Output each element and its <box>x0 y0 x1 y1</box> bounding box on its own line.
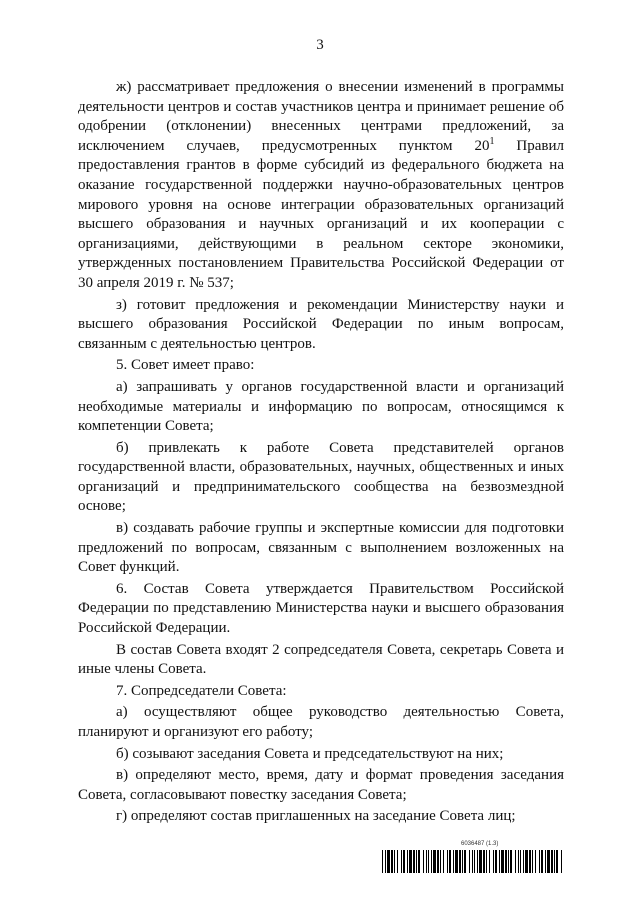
paragraph-section-6: 6. Состав Совета утверждается Правительством Российской Федерации по представлению Министерства науки и высшего образования Российской Федерации. <box>78 580 564 637</box>
paragraph-5b: б) привлекать к работе Совета представителей органов государственной власти, образовательных, научных, общественных и иных организаций и предпринимательского сообщества на безвозмездной основе; <box>78 439 564 515</box>
footnote-superscript: 1 <box>489 135 495 147</box>
paragraph-z: з) готовит предложения и рекомендации Министерству науки и высшего образования Российской Федерации по иным вопросам, связанным с деятельностью центров. <box>78 296 564 352</box>
paragraph-7b: б) созывают заседания Совета и председательствуют на них; <box>116 745 504 762</box>
paragraph-council-composition: В состав Совета входят 2 сопредседателя Совета, секретарь Совета и иные члены Совета. <box>78 641 564 678</box>
paragraph-5v: в) создавать рабочие группы и экспертные комиссии для подготовки предложений по вопросам, связанным с выполнением возложенных на Совет функций. <box>78 520 564 576</box>
paragraph-5a: а) запрашивать у органов государственной власти и организаций необходимые материалы и информацию по вопросам, относящимся к компетенции Совета; <box>78 378 564 435</box>
document-body <box>78 78 564 829</box>
paragraph-7a: а) осуществляют общее руководство деятельностью Совета, планируют и организуют его работу; <box>78 704 564 740</box>
page-number: 3 <box>316 37 324 53</box>
paragraph-section-5: 5. Совет имеет право: <box>116 357 255 374</box>
paragraph-zh-continuation: Правил предоставления грантов в форме субсидий из федерального бюджета на оказание государственной поддержки научно-образовательных центров мирового уровня на основе интеграции образовательных организаций высшего образования и научных организаций и их кооперации с организациями, действующими в реальном секторе экономики, утвержденных постановлением Правительства Российской Федерации от 30 апреля 2019 г. № 537; <box>78 137 564 291</box>
barcode-image <box>382 850 564 873</box>
paragraph-7v: в) определяют место, время, дату и формат проведения заседания Совета, согласовывают повестку заседания Совета; <box>78 767 564 803</box>
paragraph-zh-text: ж) рассматривает предложения о внесении изменений в программы деятельности центров и состав участников центра и принимает решение об одобрении (отклонении) внесенных центрами предложений, за исключением случаев, предусмотренных пунктом 20 <box>78 79 564 154</box>
barcode-label: 6036487 (1.3) <box>461 841 499 847</box>
paragraph-7g: г) определяют состав приглашенных на заседание Совета лиц; <box>116 808 516 825</box>
paragraph-zh <box>78 78 564 294</box>
paragraph-section-7: 7. Сопредседатели Совета: <box>116 682 287 699</box>
